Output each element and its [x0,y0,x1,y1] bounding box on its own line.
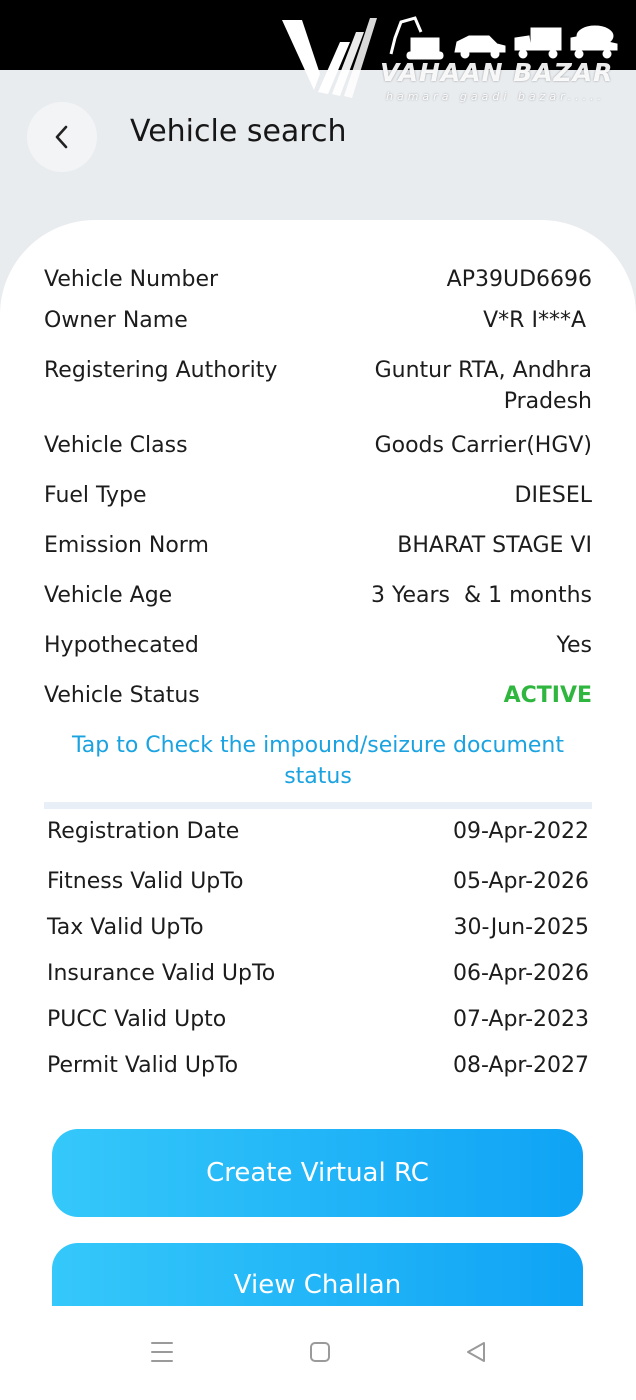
detail-value: AP39UD6696 [446,267,592,292]
logo-tagline: hamara gaadi bazar..... [386,90,606,103]
date-label: Insurance Valid UpTo [47,961,276,986]
detail-value: V*R I***A [483,308,586,333]
nav-back-button[interactable] [446,1330,506,1374]
detail-label: Emission Norm [44,533,209,558]
detail-value: BHARAT STAGE VI [397,533,592,558]
back-button[interactable] [27,102,97,172]
detail-label: Owner Name [44,308,188,333]
date-label: Permit Valid UpTo [47,1053,239,1078]
logo-vehicles-icon [385,14,620,64]
detail-row-fuel-type [44,480,592,511]
view-challan-button[interactable]: View Challan [52,1243,583,1306]
section-divider [44,802,592,809]
detail-row-vehicle-class [44,430,592,461]
detail-label: Vehicle Number [44,267,219,292]
date-value: 05-Apr-2026 [452,869,589,894]
create-virtual-rc-button[interactable]: Create Virtual RC [52,1129,583,1217]
date-row-insurance [47,958,589,989]
detail-label: Vehicle Class [44,433,188,458]
detail-row-registering-authority [44,355,592,417]
detail-row-emission-norm [44,530,592,561]
date-label: Fitness Valid UpTo [47,869,244,894]
detail-row-vehicle-status [44,680,592,711]
status-badge: ACTIVE [503,683,592,708]
date-label: Registration Date [47,819,240,844]
date-row-permit [47,1050,589,1081]
logo-mark-icon [280,12,380,102]
detail-value: Guntur RTA, Andhra Pradesh [374,358,592,414]
detail-row-vehicle-age [44,580,592,611]
date-value: 08-Apr-2027 [452,1053,589,1078]
detail-value: Yes [556,633,592,658]
chevron-left-icon [52,124,72,150]
nav-menu-button[interactable] [132,1330,192,1374]
date-label: Tax Valid UpTo [47,915,204,940]
back-triangle-icon [465,1341,487,1363]
menu-icon [150,1340,174,1364]
date-label: PUCC Valid Upto [47,1007,227,1032]
date-value: 09-Apr-2022 [452,819,589,844]
date-row-tax [47,912,589,943]
detail-row-vehicle-number [44,264,592,295]
detail-label: Fuel Type [44,483,147,508]
nav-home-button[interactable] [290,1330,350,1374]
date-row-fitness [47,866,589,897]
logo-brand-name: VAHAAN BAZAR [380,58,614,87]
home-square-icon [309,1341,331,1363]
detail-label: Vehicle Status [44,683,200,708]
detail-row-hypothecated [44,630,592,661]
detail-label: Registering Authority [44,358,278,383]
detail-value: 3 Years & 1 months [370,583,592,608]
vahaan-bazar-logo [280,12,630,102]
page-title: Vehicle search [130,114,347,149]
date-row-pucc [47,1004,589,1035]
date-value: 07-Apr-2023 [452,1007,589,1032]
navigation-bar [0,1310,636,1400]
detail-value: Goods Carrier(HGV) [374,433,592,458]
detail-label: Hypothecated [44,633,199,658]
date-row-registration [47,816,589,847]
detail-value: DIESEL [514,483,592,508]
impound-status-link[interactable]: Tap to Check the impound/seizure document status [71,733,564,789]
date-value: 30-Jun-2025 [453,915,589,940]
date-value: 06-Apr-2026 [452,961,589,986]
detail-row-owner-name [44,305,592,336]
detail-label: Vehicle Age [44,583,173,608]
